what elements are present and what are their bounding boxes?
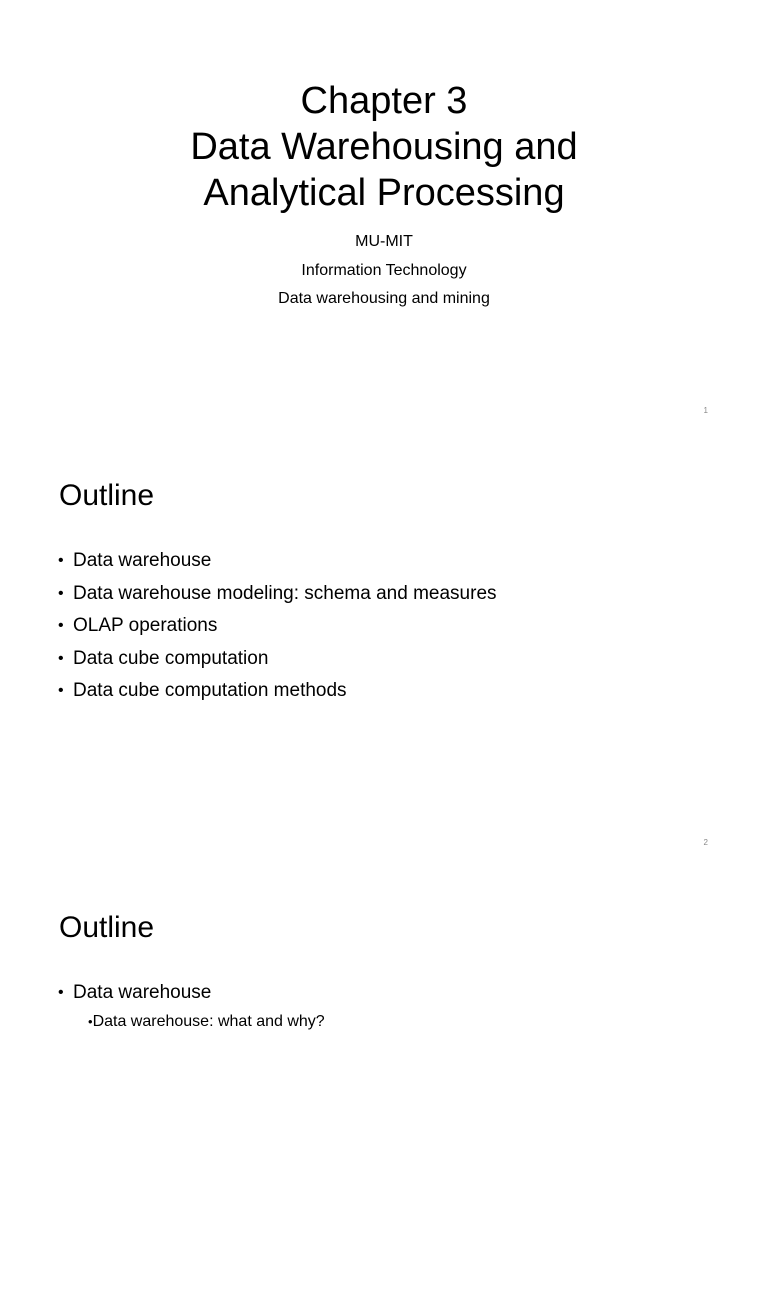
bullet-text: Data cube computation methods	[73, 680, 347, 701]
page-number: 1	[703, 406, 708, 415]
sub-bullet-text: Data warehouse: what and why?	[92, 1013, 325, 1030]
subtitle-line-2: Information Technology	[301, 261, 467, 279]
title-line-3: Analytical Processing	[203, 172, 565, 214]
slide-2	[0, 432, 768, 864]
page-number: 2	[703, 838, 708, 847]
bullet-icon: •	[58, 617, 64, 634]
bullet-icon: •	[58, 682, 64, 699]
slide-heading: Outline	[59, 479, 155, 512]
bullet-icon: •	[58, 552, 64, 569]
bullet-item	[58, 545, 497, 578]
bullet-text: OLAP operations	[73, 615, 218, 636]
subtitle-line-1: MU-MIT	[355, 233, 413, 250]
bullet-icon: •	[58, 984, 64, 1001]
bullet-item	[58, 610, 497, 643]
bullet-icon: •	[58, 584, 64, 602]
bullet-icon: •	[88, 1014, 93, 1029]
bullet-text: Data warehouse	[73, 550, 212, 571]
subtitle-line-3: Data warehousing and mining	[278, 290, 490, 307]
title-line-1: Chapter 3	[300, 80, 468, 122]
title-line-2: Data Warehousing and	[190, 126, 578, 168]
sub-bullet-item	[58, 1009, 325, 1035]
bullet-text: Data warehouse modeling: schema and measures	[73, 582, 497, 604]
slide-3	[0, 864, 768, 1296]
bullet-item	[58, 578, 497, 611]
slide-title	[0, 78, 768, 216]
sub-bullet-list	[58, 1009, 325, 1035]
bullet-text: Data warehouse	[73, 982, 212, 1003]
bullet-list	[58, 977, 211, 1010]
bullet-item	[58, 675, 497, 708]
bullet-item	[58, 643, 497, 676]
bullet-list	[58, 545, 497, 708]
slide-1	[0, 0, 768, 432]
slide-subtitle	[0, 228, 768, 314]
bullet-icon: •	[58, 649, 64, 667]
bullet-text: Data cube computation	[73, 647, 269, 669]
slide-heading: Outline	[59, 911, 155, 944]
bullet-item	[58, 977, 211, 1010]
